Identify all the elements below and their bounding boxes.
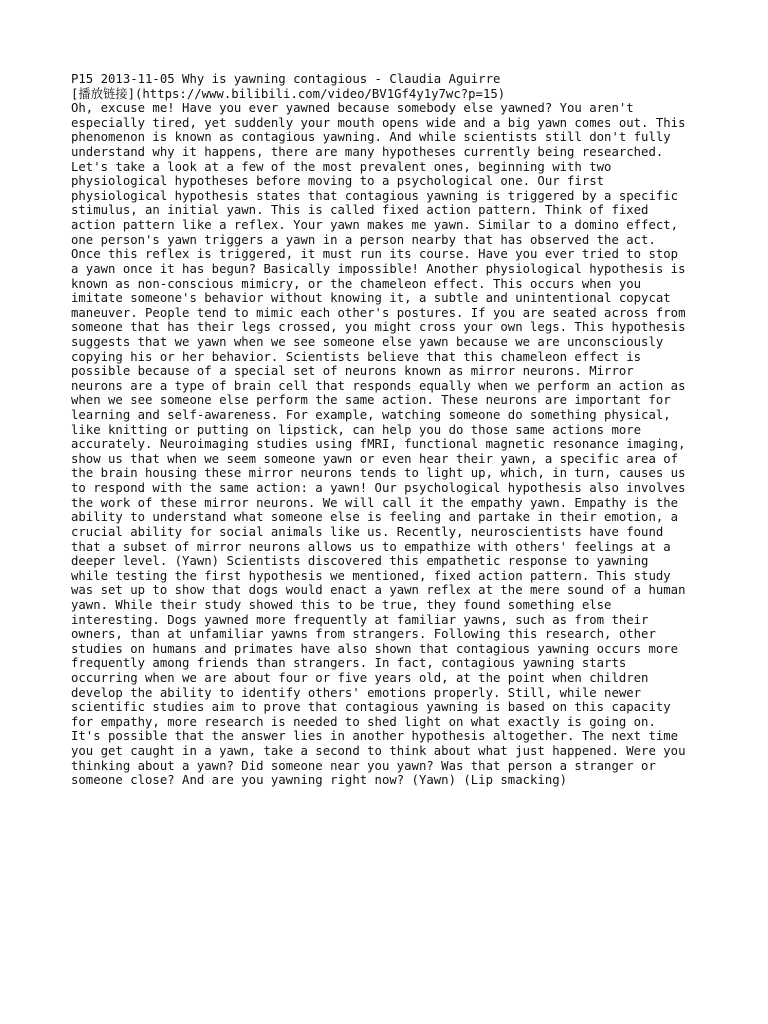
transcript-line: the work of these mirror neurons. We will call it the empathy yawn. Empathy is the — [71, 495, 679, 510]
transcript-line: deeper level. (Yawn) Scientists discovered this empathetic response to yawning — [71, 554, 649, 569]
transcript-line: ability to understand what someone else is feeling and partake in their emotion, a — [71, 510, 679, 525]
transcript-line: interesting. Dogs yawned more frequently at familiar yawns, such as from their — [71, 612, 649, 627]
transcript-line: that a subset of mirror neurons allows us to empathize with others' feelings at a — [71, 539, 671, 554]
transcript-line: one person's yawn triggers a yawn in a person nearby that has observed the act. — [71, 232, 656, 247]
transcript-line: crucial ability for social animals like us. Recently, neuroscientists have found — [71, 524, 664, 539]
transcript-line: the brain housing these mirror neurons tends to light up, which, in turn, causes us — [71, 466, 686, 481]
transcript-line: someone close? And are you yawning right now? (Yawn) (Lip smacking) — [71, 773, 568, 788]
transcript-line: copying his or her behavior. Scientists believe that this chameleon effect is — [71, 349, 642, 364]
transcript-line: imitate someone's behavior without knowing it, a subtle and unintentional copycat — [71, 291, 671, 306]
transcript-line: known as non-conscious mimicry, or the chameleon effect. This occurs when you — [71, 276, 642, 291]
document-page — [71, 72, 711, 802]
transcript-line: physiological hypothesis states that contagious yawning is triggered by a specific — [71, 188, 679, 203]
transcript-line: stimulus, an initial yawn. This is called fixed action pattern. Think of fixed — [71, 203, 649, 218]
transcript-line: develop the ability to identify others' emotions properly. Still, while newer — [71, 685, 642, 700]
document-title: P15 2013-11-05 Why is yawning contagious - Claudia Aguirre — [71, 72, 501, 86]
transcript-line: physiological hypotheses before moving to a psychological one. Our first — [71, 174, 605, 189]
transcript-line: while testing the first hypothesis we mentioned, fixed action pattern. This study — [71, 568, 671, 583]
transcript-line: phenomenon is known as contagious yawning. And while scientists still don't fully — [71, 130, 671, 145]
transcript-line: when we see someone else perform the same action. These neurons are important for — [71, 393, 671, 408]
video-link[interactable]: [播放链接](https://www.bilibili.com/video/BV1Gf4y1y7wc?p=15) — [71, 86, 506, 101]
transcript-line: was set up to show that dogs would enact a yawn reflex at the mere sound of a human — [71, 583, 686, 598]
transcript-line: action pattern like a reflex. Your yawn makes me yawn. Similar to a domino effect, — [71, 218, 679, 233]
transcript-line: someone that has their legs crossed, you might cross your own legs. This hypothesis — [71, 320, 686, 335]
transcript-line — [71, 788, 711, 803]
transcript-line: yawn. While their study showed this to be true, they found something else — [71, 597, 612, 612]
transcript-line: thinking about a yawn? Did someone near you yawn? Was that person a stranger or — [71, 758, 656, 773]
transcript-line: learning and self-awareness. For example, watching someone do something physical, — [71, 408, 671, 423]
transcript-line: you get caught in a yawn, take a second to think about what just happened. Were you — [71, 744, 686, 759]
transcript-line: maneuver. People tend to mimic each other's postures. If you are seated across from — [71, 305, 686, 320]
transcript-line: a yawn once it has begun? Basically impossible! Another physiological hypothesis is — [71, 261, 686, 276]
transcript-line: accurately. Neuroimaging studies using fMRI, functional magnetic resonance imaging, — [71, 437, 686, 452]
transcript-line: owners, than at unfamiliar yawns from strangers. Following this research, other — [71, 627, 656, 642]
transcript-line: occurring when we are about four or five years old, at the point when children — [71, 670, 649, 685]
transcript-line: show us that when we seem someone yawn or even hear their yawn, a specific area of — [71, 451, 679, 466]
transcript-line: Once this reflex is triggered, it must run its course. Have you ever tried to stop — [71, 247, 679, 262]
transcript-line: neurons are a type of brain cell that responds equally when we perform an action as — [71, 378, 686, 393]
transcript-line: understand why it happens, there are many hypotheses currently being researched. — [71, 145, 664, 160]
transcript-line: to respond with the same action: a yawn! Our psychological hypothesis also involves — [71, 481, 686, 496]
transcript-line: frequently among friends than strangers. In fact, contagious yawning starts — [71, 656, 627, 671]
transcript-line: possible because of a special set of neurons known as mirror neurons. Mirror — [71, 364, 634, 379]
transcript-line: scientific studies aim to prove that contagious yawning is based on this capacity — [71, 700, 671, 715]
transcript-line: It's possible that the answer lies in another hypothesis altogether. The next time — [71, 729, 679, 744]
transcript-line: suggests that we yawn when we see someone else yawn because we are unconsciously — [71, 334, 664, 349]
transcript-line: studies on humans and primates have also shown that contagious yawning occurs more — [71, 641, 679, 656]
transcript-line: like knitting or putting on lipstick, can help you do those same actions more — [71, 422, 642, 437]
transcript-line: for empathy, more research is needed to shed light on what exactly is going on. — [71, 714, 656, 729]
transcript-line: Let's take a look at a few of the most prevalent ones, beginning with two — [71, 159, 612, 174]
transcript-line: especially tired, yet suddenly your mouth opens wide and a big yawn comes out. This — [71, 115, 686, 130]
transcript-line: Oh, excuse me! Have you ever yawned because somebody else yawned? You aren't — [71, 101, 634, 116]
